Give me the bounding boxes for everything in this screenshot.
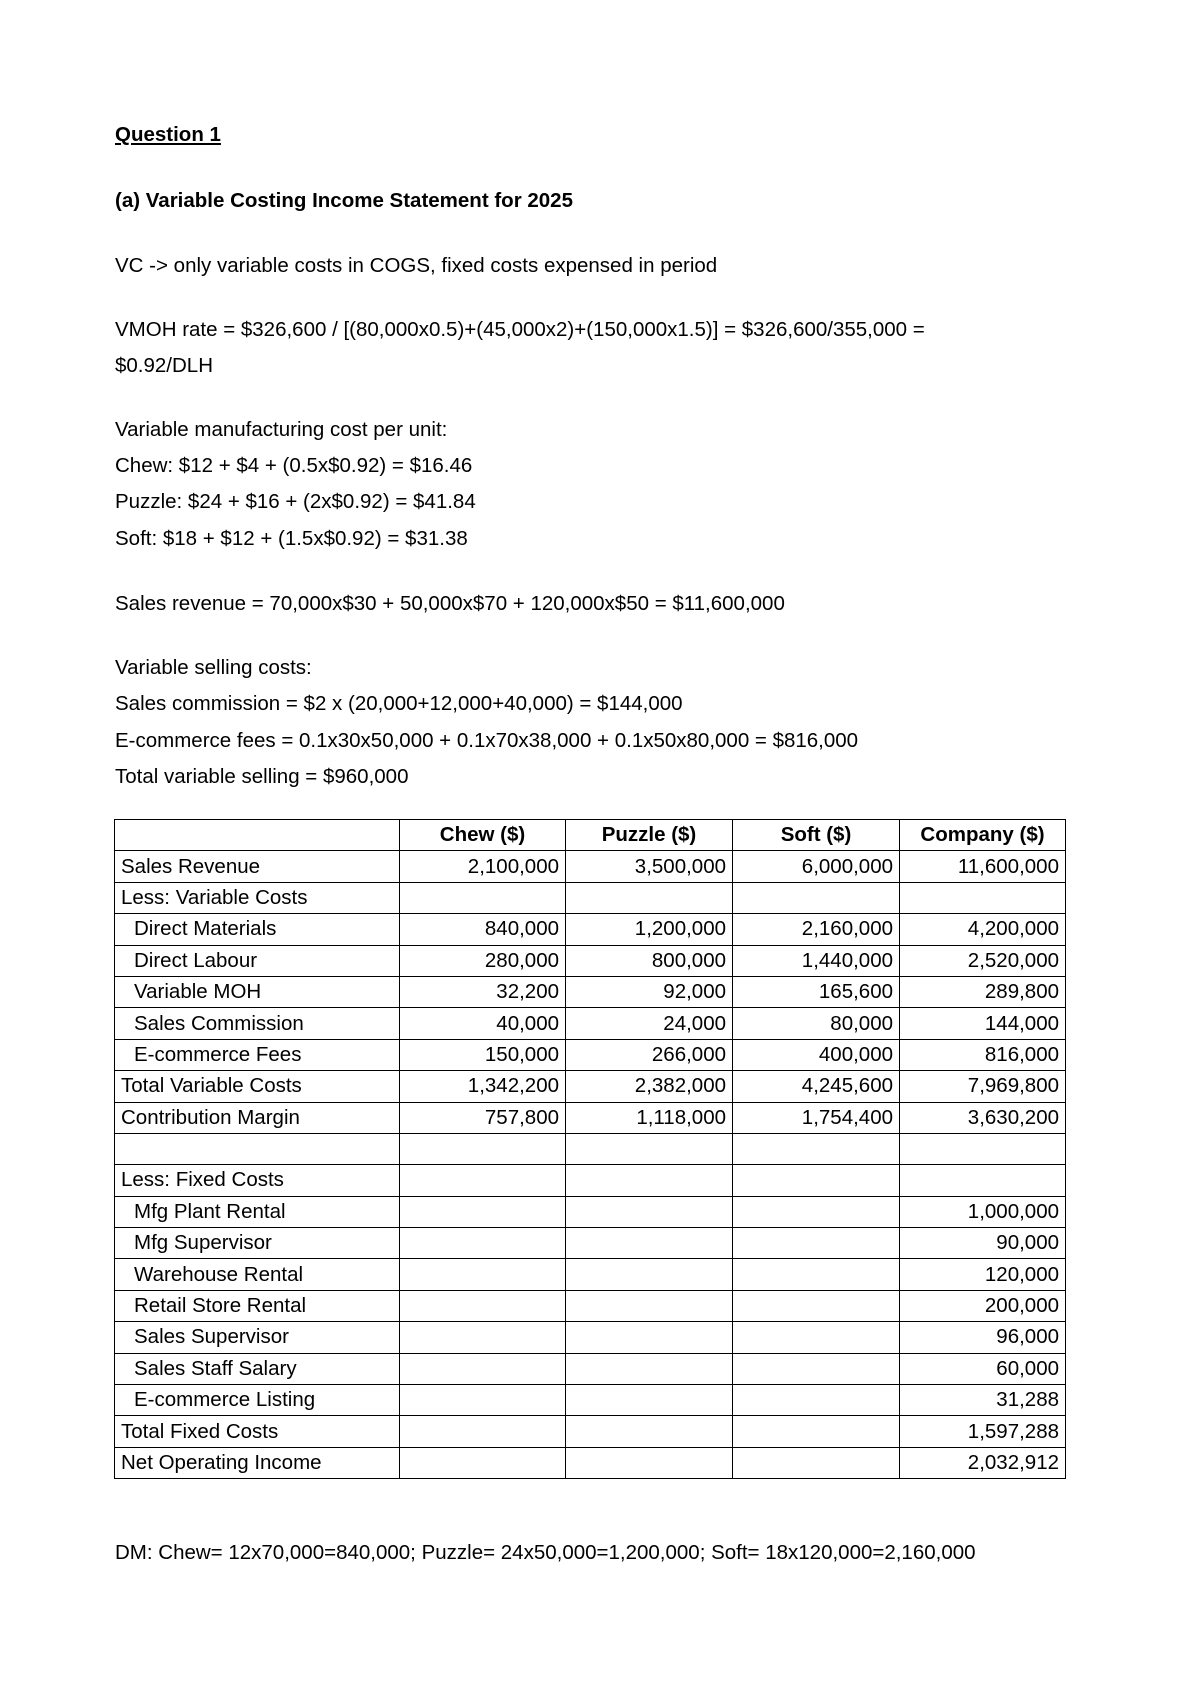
table-cell <box>400 1196 566 1227</box>
table-row <box>115 1416 1066 1447</box>
column-header <box>115 820 400 851</box>
vmc-heading: Variable manufacturing cost per unit: <box>115 418 448 441</box>
table-cell: 144,000 <box>900 1008 1066 1039</box>
table-cell: 96,000 <box>900 1322 1066 1353</box>
table-cell <box>566 1322 733 1353</box>
table-cell <box>733 1447 900 1478</box>
table-cell <box>733 1165 900 1196</box>
table-cell <box>733 1196 900 1227</box>
table-cell: 757,800 <box>400 1102 566 1133</box>
table-cell <box>400 1228 566 1259</box>
row-label: Warehouse Rental <box>115 1259 400 1290</box>
table-cell <box>733 1259 900 1290</box>
table-row <box>115 1071 1066 1102</box>
table-cell: 1,597,288 <box>900 1416 1066 1447</box>
row-label: E-commerce Listing <box>115 1385 400 1416</box>
row-label: Direct Labour <box>115 945 400 976</box>
table-cell <box>566 1133 733 1164</box>
table-cell: 2,520,000 <box>900 945 1066 976</box>
table-cell: 150,000 <box>400 1039 566 1070</box>
row-label: Variable MOH <box>115 976 400 1007</box>
table-cell <box>400 1353 566 1384</box>
table-row <box>115 1196 1066 1227</box>
row-label: Direct Materials <box>115 914 400 945</box>
table-row <box>115 1228 1066 1259</box>
table-cell: 2,100,000 <box>400 851 566 882</box>
column-header: Puzzle ($) <box>566 820 733 851</box>
table-cell: 4,245,600 <box>733 1071 900 1102</box>
table-cell: 32,200 <box>400 976 566 1007</box>
table-cell <box>400 1416 566 1447</box>
table-cell: 40,000 <box>400 1008 566 1039</box>
row-label: Less: Fixed Costs <box>115 1165 400 1196</box>
table-cell: 4,200,000 <box>900 914 1066 945</box>
table-cell: 24,000 <box>566 1008 733 1039</box>
table-cell <box>566 1228 733 1259</box>
row-label: Retail Store Rental <box>115 1290 400 1321</box>
table-row <box>115 1447 1066 1478</box>
row-label: Total Variable Costs <box>115 1071 400 1102</box>
table-cell: 1,118,000 <box>566 1102 733 1133</box>
table-cell <box>400 1259 566 1290</box>
table-cell <box>733 1385 900 1416</box>
table-cell <box>566 1385 733 1416</box>
table-cell <box>566 1290 733 1321</box>
table-cell <box>733 1228 900 1259</box>
vsc-heading: Variable selling costs: <box>115 656 312 679</box>
row-label: Sales Staff Salary <box>115 1353 400 1384</box>
total-variable-selling: Total variable selling = $960,000 <box>115 765 409 788</box>
vmc-soft: Soft: $18 + $12 + (1.5x$0.92) = $31.38 <box>115 527 468 550</box>
table-row <box>115 882 1066 913</box>
column-header: Chew ($) <box>400 820 566 851</box>
table-row <box>115 976 1066 1007</box>
sales-revenue-calc: Sales revenue = 70,000x$30 + 50,000x$70 + 120,000x$50 = $11,600,000 <box>115 592 785 615</box>
row-label: Sales Supervisor <box>115 1322 400 1353</box>
table-row <box>115 914 1066 945</box>
table-cell: 200,000 <box>900 1290 1066 1321</box>
table-row <box>115 1259 1066 1290</box>
vmc-chew: Chew: $12 + $4 + (0.5x$0.92) = $16.46 <box>115 454 473 477</box>
table-cell <box>733 1416 900 1447</box>
table-cell: 840,000 <box>400 914 566 945</box>
table-cell <box>900 1165 1066 1196</box>
row-label: E-commerce Fees <box>115 1039 400 1070</box>
table-cell: 31,288 <box>900 1385 1066 1416</box>
table-cell: 90,000 <box>900 1228 1066 1259</box>
table-cell <box>400 1165 566 1196</box>
table-cell <box>566 1165 733 1196</box>
table-header-row <box>115 820 1066 851</box>
table-row <box>115 1165 1066 1196</box>
table-cell: 7,969,800 <box>900 1071 1066 1102</box>
table-cell: 280,000 <box>400 945 566 976</box>
table-cell <box>566 1447 733 1478</box>
table-row <box>115 1133 1066 1164</box>
ecommerce-calc: E-commerce fees = 0.1x30x50,000 + 0.1x70x38,000 + 0.1x50x80,000 = $816,000 <box>115 729 859 752</box>
table-cell: 1,440,000 <box>733 945 900 976</box>
commission-calc: Sales commission = $2 x (20,000+12,000+40,000) = $144,000 <box>115 692 683 715</box>
table-cell: 2,382,000 <box>566 1071 733 1102</box>
table-cell: 1,200,000 <box>566 914 733 945</box>
row-label: Sales Commission <box>115 1008 400 1039</box>
table-cell <box>733 882 900 913</box>
row-label: Less: Variable Costs <box>115 882 400 913</box>
vmc-puzzle: Puzzle: $24 + $16 + (2x$0.92) = $41.84 <box>115 490 476 513</box>
table-cell: 1,754,400 <box>733 1102 900 1133</box>
table-cell: 1,342,200 <box>400 1071 566 1102</box>
table-cell: 816,000 <box>900 1039 1066 1070</box>
table-cell: 80,000 <box>733 1008 900 1039</box>
row-label <box>115 1133 400 1164</box>
vc-note: VC -> only variable costs in COGS, fixed costs expensed in period <box>115 254 718 277</box>
table-cell <box>733 1290 900 1321</box>
row-label: Net Operating Income <box>115 1447 400 1478</box>
table-row <box>115 1353 1066 1384</box>
table-cell: 92,000 <box>566 976 733 1007</box>
vmoh-rate-line-2: $0.92/DLH <box>115 354 214 377</box>
table-cell <box>900 882 1066 913</box>
table-row <box>115 1290 1066 1321</box>
question-title: Question 1 <box>115 123 221 146</box>
row-label: Contribution Margin <box>115 1102 400 1133</box>
table-cell: 266,000 <box>566 1039 733 1070</box>
row-label: Mfg Supervisor <box>115 1228 400 1259</box>
table-cell: 6,000,000 <box>733 851 900 882</box>
table-cell <box>566 1416 733 1447</box>
table-cell <box>566 1353 733 1384</box>
table-row <box>115 1322 1066 1353</box>
table-row <box>115 1039 1066 1070</box>
column-header: Soft ($) <box>733 820 900 851</box>
table-cell: 800,000 <box>566 945 733 976</box>
table-cell: 400,000 <box>733 1039 900 1070</box>
table-cell: 11,600,000 <box>900 851 1066 882</box>
table-row <box>115 1385 1066 1416</box>
table-cell <box>566 882 733 913</box>
table-row <box>115 851 1066 882</box>
row-label: Sales Revenue <box>115 851 400 882</box>
table-cell <box>733 1133 900 1164</box>
section-heading: (a) Variable Costing Income Statement for 2025 <box>115 189 573 212</box>
table-row <box>115 1008 1066 1039</box>
table-cell: 3,630,200 <box>900 1102 1066 1133</box>
row-label: Total Fixed Costs <box>115 1416 400 1447</box>
table-cell <box>400 882 566 913</box>
table-cell <box>400 1447 566 1478</box>
row-label: Mfg Plant Rental <box>115 1196 400 1227</box>
table-cell <box>733 1353 900 1384</box>
table-cell <box>733 1322 900 1353</box>
table-cell: 165,600 <box>733 976 900 1007</box>
dm-note: DM: Chew= 12x70,000=840,000; Puzzle= 24x50,000=1,200,000; Soft= 18x120,000=2,160,000 <box>115 1541 976 1564</box>
table-cell: 120,000 <box>900 1259 1066 1290</box>
table-cell <box>566 1196 733 1227</box>
table-cell <box>900 1133 1066 1164</box>
table-cell <box>400 1133 566 1164</box>
table-cell: 2,032,912 <box>900 1447 1066 1478</box>
table-cell: 289,800 <box>900 976 1066 1007</box>
table-cell <box>400 1290 566 1321</box>
table-cell: 2,160,000 <box>733 914 900 945</box>
income-statement-table <box>114 819 1066 1479</box>
table-row <box>115 945 1066 976</box>
table-cell <box>400 1322 566 1353</box>
table-cell: 1,000,000 <box>900 1196 1066 1227</box>
vmoh-rate-line-1: VMOH rate = $326,600 / [(80,000x0.5)+(45,000x2)+(150,000x1.5)] = $326,600/355,000 = <box>115 318 925 341</box>
table-cell: 3,500,000 <box>566 851 733 882</box>
column-header: Company ($) <box>900 820 1066 851</box>
table-cell <box>566 1259 733 1290</box>
table-cell: 60,000 <box>900 1353 1066 1384</box>
table-row <box>115 1102 1066 1133</box>
table-cell <box>400 1385 566 1416</box>
